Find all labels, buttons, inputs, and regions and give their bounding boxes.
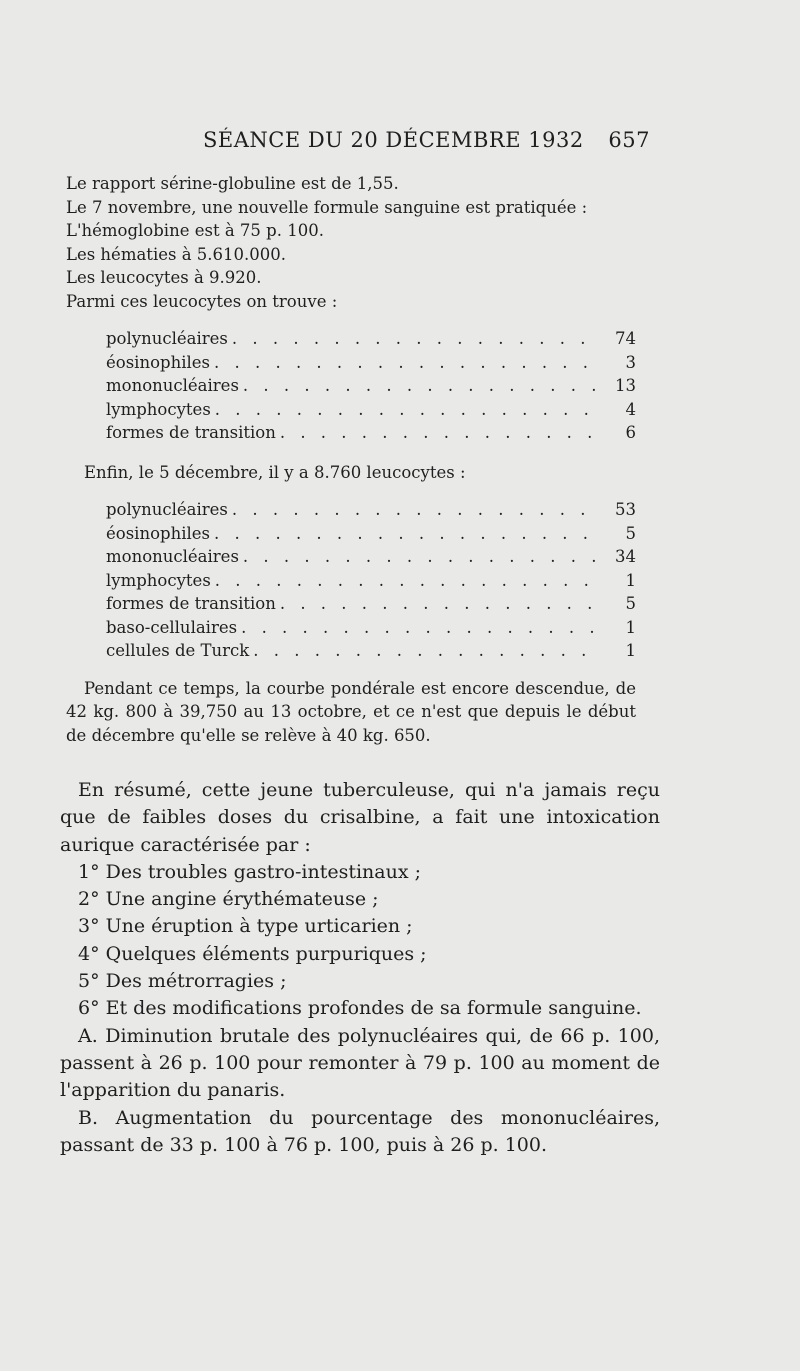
- table-row: [66, 569, 636, 593]
- cell-name: éosinophiles: [106, 352, 210, 372]
- dot-leader: [241, 616, 598, 640]
- text-line: Enfin, le 5 décembre, il y a 8.760 leucocytes :: [84, 462, 466, 482]
- table-row: [66, 421, 636, 445]
- text-line: L'hémoglobine est à 75 p. 100.: [66, 221, 324, 240]
- summary-block: [60, 777, 660, 1159]
- cell-name: cellules de Turck: [106, 641, 250, 660]
- cell-value: 5: [625, 594, 636, 613]
- text-line: Les hématies à 5.610.000.: [66, 244, 286, 264]
- cell-name: polynucléaires: [106, 500, 228, 519]
- table-row: [66, 327, 636, 351]
- cell-name: lymphocytes: [106, 399, 211, 419]
- cell-value: 3: [625, 352, 636, 372]
- dot-leader: [243, 374, 598, 398]
- table-row: [66, 398, 636, 422]
- cell-value: 1: [625, 617, 636, 637]
- cell-value: 4: [625, 399, 636, 419]
- table-row: [66, 351, 636, 375]
- summary-item: 6° Et des modifications profondes de sa formule sanguine.: [78, 997, 642, 1020]
- table-row: [66, 545, 636, 569]
- page-number: 657: [608, 128, 650, 152]
- cell-name: lymphocytes: [106, 570, 211, 590]
- dot-leader: [253, 639, 598, 663]
- text-line: Les leucocytes à 9.920.: [66, 268, 262, 287]
- summary-item: 3° Une éruption à type urticarien ;: [78, 915, 413, 938]
- table-row: [66, 522, 636, 546]
- cell-name: formes de transition: [106, 594, 276, 613]
- table-row: [66, 592, 636, 616]
- summary-intro: En résumé, cette jeune tuberculeuse, qui n'a jamais reçu que de faibles doses du crisalbine, a fait une intoxication aurique caractérisée par :: [60, 779, 660, 856]
- cell-value: 1: [625, 641, 636, 660]
- dot-leader: [232, 327, 598, 351]
- leucocyte-table-1: [66, 327, 636, 445]
- summary-item: 4° Quelques éléments purpuriques ;: [78, 942, 427, 965]
- table-row: [66, 498, 636, 522]
- cell-name: mononucléaires: [106, 376, 239, 395]
- text-line: Le rapport sérine-globuline est de 1,55.: [66, 174, 399, 193]
- small-text-block: [66, 172, 636, 747]
- cell-name: baso-cellulaires: [106, 617, 238, 637]
- table-row: [66, 374, 636, 398]
- cell-value: 5: [625, 523, 636, 543]
- dot-leader: [280, 421, 598, 445]
- cell-value: 13: [615, 376, 636, 395]
- cell-value: 1: [625, 570, 636, 590]
- table-row: [66, 639, 636, 663]
- dot-leader: [214, 351, 598, 375]
- cell-name: polynucléaires: [106, 329, 228, 348]
- running-header: [203, 128, 650, 152]
- summary-item: 1° Des troubles gastro-intestinaux ;: [78, 860, 421, 883]
- cell-value: 53: [615, 500, 636, 519]
- summary-item: 5° Des métrorragies ;: [78, 970, 287, 993]
- dot-leader: [215, 569, 598, 593]
- cell-value: 34: [615, 547, 636, 566]
- dot-leader: [232, 498, 598, 522]
- dot-leader: [214, 522, 598, 546]
- text-line: Parmi ces leucocytes on trouve :: [66, 291, 338, 311]
- summary-point-a: A. Diminution brutale des polynucléaires qui, de 66 p. 100, passent à 26 p. 100 pour remonter à 79 p. 100 au moment de l'apparition du panaris.: [60, 1024, 660, 1102]
- header-title: SÉANCE DU 20 DÉCEMBRE 1932: [203, 128, 584, 152]
- dot-leader: [215, 398, 598, 422]
- dot-leader: [243, 545, 598, 569]
- table-row: [66, 616, 636, 640]
- leucocyte-table-2: [66, 498, 636, 663]
- cell-name: éosinophiles: [106, 523, 210, 543]
- weight-paragraph: Pendant ce temps, la courbe pondérale est encore descendue, de 42 kg. 800 à 39,750 au 13 octobre, et ce n'est que depuis le début de décembre qu'elle se relève à 40 kg. 650.: [66, 678, 636, 745]
- cell-value: 6: [625, 423, 636, 442]
- cell-name: formes de transition: [106, 423, 276, 442]
- cell-value: 74: [615, 329, 636, 348]
- cell-name: mononucléaires: [106, 547, 239, 566]
- text-line: Le 7 novembre, une nouvelle formule sanguine est pratiquée :: [66, 197, 588, 217]
- summary-item: 2° Une angine érythémateuse ;: [78, 888, 379, 911]
- dot-leader: [280, 592, 598, 616]
- summary-point-b: B. Augmentation du pourcentage des mononucléaires, passant de 33 p. 100 à 76 p. 100, puis à 26 p. 100.: [60, 1106, 660, 1156]
